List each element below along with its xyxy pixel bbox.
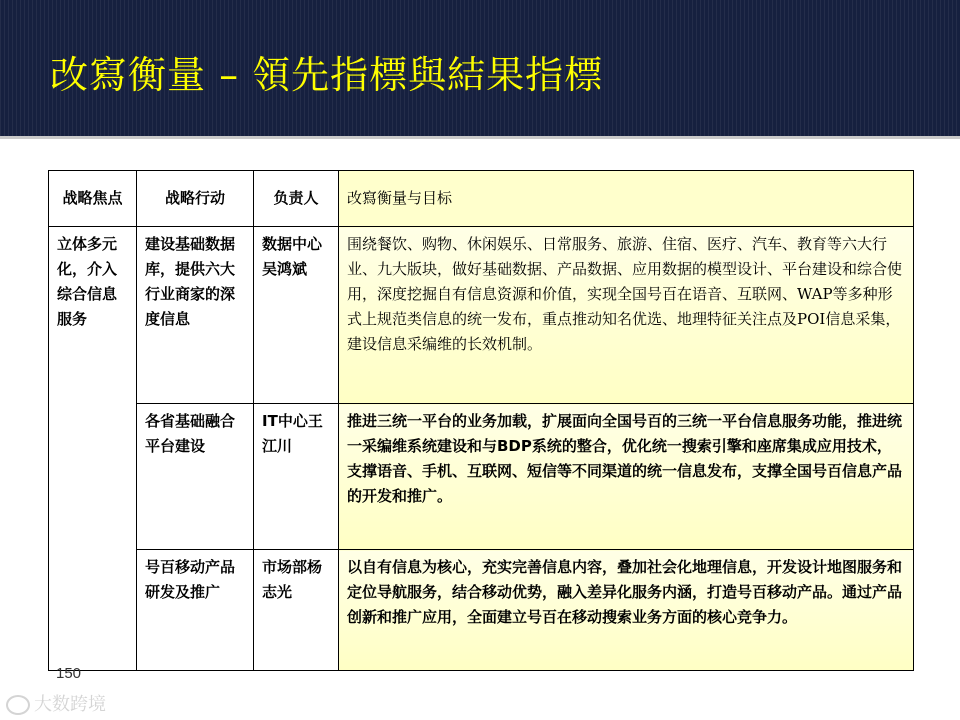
action-cell: 各省基础融合平台建设	[137, 404, 254, 550]
metric-cell: 围绕餐饮、购物、休闲娱乐、日常服务、旅游、住宿、医疗、汽车、教育等六大行业、九大版块，做好基础数据、产品数据、应用数据的模型设计、平台建设和综合使用，深度挖掘自有信息资源和价值，实现全国号百在语音、互联网、WAP等多种形式上规范类信息的统一发布，重点推动知名优选、地理特征关注点及POI信息采集，建设信息采编维的长效机制。	[339, 227, 914, 404]
table-row	[49, 550, 914, 671]
watermark-text: 大数跨境	[34, 694, 106, 715]
table-row	[49, 227, 914, 404]
header-strategic-focus: 战略焦点	[49, 171, 137, 227]
metric-cell: 以自有信息为核心，充实完善信息内容，叠加社会化地理信息，开发设计地图服务和定位导航服务，结合移动优势，融入差异化服务内涵，打造号百移动产品。通过产品创新和推广应用，全面建立号百在移动搜索业务方面的核心竞争力。	[339, 550, 914, 671]
watermark	[6, 690, 106, 716]
table-header-row	[49, 171, 914, 227]
strategy-table	[48, 170, 914, 671]
title-bar	[0, 0, 960, 136]
header-strategic-action: 战略行动	[137, 171, 254, 227]
action-cell: 号百移动产品研发及推广	[137, 550, 254, 671]
title-divider	[0, 136, 960, 139]
action-cell: 建设基础数据库，提供六大行业商家的深度信息	[137, 227, 254, 404]
metric-cell: 推进三统一平台的业务加载，扩展面向全国号百的三统一平台信息服务功能，推进统一采编维系统建设和与BDP系统的整合，优化统一搜索引擎和座席集成应用技术，支撑语音、手机、互联网、短信等不同渠道的统一信息发布，支撑全国号百信息产品的开发和推广。	[339, 404, 914, 550]
strategic-focus-cell: 立体多元化，介入综合信息服务	[49, 227, 137, 671]
watermark-logo-icon	[6, 695, 30, 715]
header-metrics: 改寫衡量与目标	[339, 171, 914, 227]
header-owner: 负责人	[254, 171, 339, 227]
page-number: 150	[56, 665, 82, 682]
owner-cell: 市场部杨志光	[254, 550, 339, 671]
owner-cell: IT中心王江川	[254, 404, 339, 550]
owner-cell: 数据中心吴鸿斌	[254, 227, 339, 404]
slide-title: 改寫衡量 – 領先指標與結果指標	[50, 53, 604, 97]
table-row	[49, 404, 914, 550]
